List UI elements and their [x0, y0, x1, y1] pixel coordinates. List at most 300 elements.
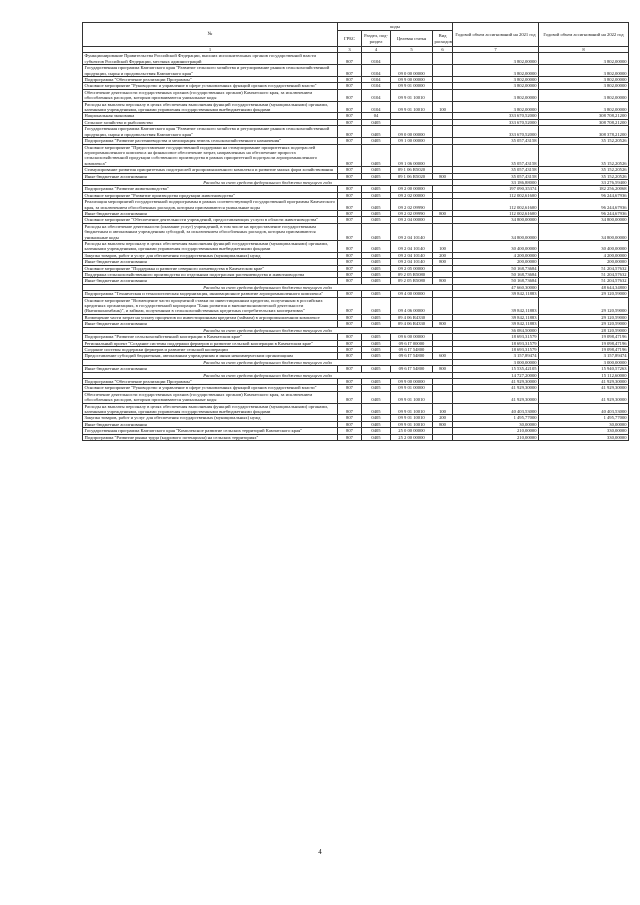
row-section: 0405: [362, 186, 391, 192]
row-vol2021: 30 400,00000: [453, 241, 539, 253]
note-label: Расходы за счет средств федерального бюджета текущего года: [83, 284, 453, 290]
row-target: 09 2 02 09990: [391, 210, 433, 216]
row-grbs: 807: [338, 297, 362, 314]
row-grbs: 807: [338, 113, 362, 119]
row-vol2022: 34 800,00000: [539, 223, 629, 240]
row-exp-type: [433, 223, 453, 240]
row-name: Иные бюджетные ассигнования: [83, 421, 338, 427]
row-vol2021: 34 800,00000: [453, 217, 539, 223]
budget-table: [82, 22, 629, 441]
row-section: 0405: [362, 272, 391, 278]
row-name: Основное мероприятие "Поддержка и развитие северного оленеводства в Камчатском крае": [83, 265, 338, 271]
row-target: 09 9 00 00000: [391, 378, 433, 384]
row-section: 0405: [362, 366, 391, 372]
row-vol2022: 308 378,21200: [539, 126, 629, 138]
row-grbs: 807: [338, 265, 362, 271]
row-grbs: 807: [338, 192, 362, 198]
row-section: 0405: [362, 378, 391, 384]
row-grbs: 807: [338, 217, 362, 223]
row-target: 09 2 00 00000: [391, 186, 433, 192]
table-row: [83, 403, 629, 415]
table-body: [83, 53, 629, 441]
row-vol2021: 3 802,00000: [453, 101, 539, 113]
header-exp-type: Вид расходов: [433, 31, 453, 47]
row-vol2021: 39 842,11883: [453, 314, 539, 320]
row-name: Государственная программа Камчатского края "Комплексное развитие сельских территорий Камчатского края": [83, 428, 338, 434]
header-vol2021: Годовой объем ассигнований на 2021 год: [453, 23, 539, 47]
row-section: 0405: [362, 321, 391, 327]
row-vol2021: 112 002,61600: [453, 192, 539, 198]
row-grbs: 807: [338, 334, 362, 340]
note-label: Расходы за счет средств федерального бюджета текущего года: [83, 179, 453, 185]
document-page: [82, 22, 628, 441]
row-grbs: 807: [338, 366, 362, 372]
column-number: 4: [362, 47, 391, 53]
row-exp-type: 800: [433, 210, 453, 216]
row-name: Иные бюджетные ассигнования: [83, 321, 338, 327]
row-grbs: 807: [338, 138, 362, 144]
row-vol2022: 41 929,30000: [539, 378, 629, 384]
row-name: Подпрограмма "Техническая и технологическая модернизация, инновационное развитие агропромышленного комплекса": [83, 291, 338, 297]
row-name: Подпрограмма "Развитие животноводства": [83, 186, 338, 192]
row-name: Расходы на выплаты персоналу в целях обеспечения выполнения функций государственными (муниципальными) органами, казенными учреждениями, органами управления государственными внебюджетными фондами: [83, 241, 338, 253]
row-target: 09 2 04 10140: [391, 252, 433, 258]
row-target: 09 9 01 10010: [391, 391, 433, 403]
column-number: 3: [338, 47, 362, 53]
row-exp-type: 100: [433, 403, 453, 415]
row-vol2021: 40 403,53000: [453, 403, 539, 415]
row-name: Иные бюджетные ассигнования: [83, 366, 338, 372]
row-target: 09 9 01 10010: [391, 403, 433, 415]
row-name: Основное мероприятие "Возмещение части процентной ставки по инвестиционным кредитам, полученным в российских кредитных организациях, в государственной корпорации "Банк развития и внешнеэкономической деятельности (Внешэкономбанк)", и займам, полученным в сельскохозяйственных кредитных потребительских кооперативах": [83, 297, 338, 314]
row-vol2022: 3 802,00000: [539, 77, 629, 83]
row-grbs: 807: [338, 415, 362, 421]
row-exp-type: 100: [433, 241, 453, 253]
row-name: Расходы на выплаты персоналу в целях обеспечения выполнения функций государственными (муниципальными) органами, казенными учреждениями, органами управления государственными внебюджетными фондами: [83, 101, 338, 113]
row-grbs: 807: [338, 272, 362, 278]
note-label: Расходы за счет средств федерального бюджета текущего года: [83, 359, 453, 365]
row-vol2022: 19 098,47196: [539, 334, 629, 340]
row-section: 0405: [362, 192, 391, 198]
row-vol2021: 333 670,52000: [453, 113, 539, 119]
row-exp-type: 800: [433, 173, 453, 179]
row-vol2021: 50 168,73684: [453, 272, 539, 278]
header-grbs: ГРБС: [338, 31, 362, 47]
table-row: [83, 391, 629, 403]
row-grbs: 807: [338, 119, 362, 125]
row-vol2022: 41 929,30000: [539, 391, 629, 403]
row-section: 0405: [362, 434, 391, 440]
row-name: Иные бюджетные ассигнования: [83, 278, 338, 284]
row-vol2022: 3 802,00000: [539, 83, 629, 89]
row-vol2021: 3 157,89474: [453, 353, 539, 359]
row-exp-type: [433, 434, 453, 440]
row-vol2022: 3 802,00000: [539, 101, 629, 113]
column-number: 1: [83, 47, 338, 53]
row-section: 0104: [362, 89, 391, 101]
row-vol2022: 96 244,67936: [539, 199, 629, 211]
row-target: 09 9 00 00000: [391, 77, 433, 83]
row-vol2022: 308 708,21200: [539, 119, 629, 125]
row-vol2021: 1 495,77000: [453, 415, 539, 421]
row-grbs: 807: [338, 378, 362, 384]
row-vol2021: 4 200,00000: [453, 252, 539, 258]
row-grbs: 807: [338, 101, 362, 113]
row-name: Возмещение части затрат на уплату процентов по инвестиционным кредитам (займам) в агропромышленном комплексе: [83, 314, 338, 320]
row-target: 09 2 04 00000: [391, 217, 433, 223]
row-vol2022: 3 157,89474: [539, 353, 629, 359]
row-target: 09 2 02 09990: [391, 199, 433, 211]
row-vol2021: 33 186,88000: [453, 179, 539, 185]
row-section: 04: [362, 113, 391, 119]
row-target: 09 2 05 R5080: [391, 272, 433, 278]
row-name: Государственная программа Камчатского края "Развитие сельского хозяйства и регулирование рынков сельскохозяйственной продукции, сырья и продовольствия Камчатского края": [83, 65, 338, 77]
row-section: 0405: [362, 291, 391, 297]
column-number: 8: [539, 47, 629, 53]
row-grbs: 807: [338, 278, 362, 284]
table-row: [83, 297, 629, 314]
row-vol2021: 35 057,43158: [453, 173, 539, 179]
row-grbs: 807: [338, 391, 362, 403]
row-vol2022: 28 120,59000: [539, 327, 629, 333]
row-target: 09 2 05 R5080: [391, 278, 433, 284]
row-target: 25 2 00 00000: [391, 434, 433, 440]
header-name: №: [83, 23, 338, 47]
row-target: 09 9 01 10010: [391, 415, 433, 421]
row-vol2022: 29 120,59000: [539, 297, 629, 314]
row-vol2022: 51 204,57632: [539, 265, 629, 271]
row-vol2022: 1 495,77000: [539, 415, 629, 421]
row-vol2021: 210,00000: [453, 428, 539, 434]
row-target: 25 0 00 00000: [391, 428, 433, 434]
row-grbs: 807: [338, 173, 362, 179]
row-name: Подпрограмма "Развитие растениеводства и мелиорация земель сельскохозяйственного назначения": [83, 138, 338, 144]
row-name: Подпрограмма "Развитие рынка труда (кадрового потенциала) на сельских территориях": [83, 434, 338, 440]
table-row: [83, 223, 629, 240]
row-vol2022: 200,00000: [539, 259, 629, 265]
row-grbs: 807: [338, 421, 362, 427]
row-name: Создание системы поддержки фермеров и развитие сельской кооперации: [83, 346, 338, 352]
row-vol2021: 197 090,35374: [453, 186, 539, 192]
row-grbs: 807: [338, 186, 362, 192]
row-vol2022: 3 802,00000: [539, 65, 629, 77]
row-grbs: 807: [338, 65, 362, 77]
row-name: Подпрограмма "Обеспечение реализации Программы": [83, 77, 338, 83]
row-vol2021: 36 084,50000: [453, 327, 539, 333]
row-grbs: 807: [338, 223, 362, 240]
row-name: Закупка товаров, работ и услуг для обеспечения государственных (муниципальных) нужд: [83, 415, 338, 421]
page-number: 4: [318, 848, 322, 856]
row-name: Государственная программа Камчатского края "Развитие сельского хозяйства и регулирование рынков сельскохозяйственной продукции, сырья и продовольствия Камчатского края": [83, 126, 338, 138]
row-vol2022: 29 120,59000: [539, 321, 629, 327]
row-exp-type: 600: [433, 353, 453, 359]
table-row: [83, 241, 629, 253]
row-section: 0104: [362, 101, 391, 113]
row-vol2021: 112 002,61600: [453, 210, 539, 216]
note-label: Расходы за счет средств федерального бюджета текущего года: [83, 372, 453, 378]
row-grbs: 807: [338, 53, 362, 65]
row-section: 0405: [362, 340, 391, 346]
row-vol2022: 182 256,20068: [539, 186, 629, 192]
table-row: [83, 101, 629, 113]
row-name: Функционирование Правительства Российской Федерации, высших исполнительных органов государственной власти субъектов Российской Федерации, местных администраций: [83, 53, 338, 65]
row-section: 0405: [362, 144, 391, 167]
row-vol2022: 29 120,59000: [539, 314, 629, 320]
row-grbs: 807: [338, 259, 362, 265]
table-row: [83, 65, 629, 77]
header-codes: коды: [338, 23, 453, 31]
row-vol2022: 96 244,67936: [539, 192, 629, 198]
row-name: Предоставление субсидий бюджетным, автономным учреждениям и иным некоммерческим организациям: [83, 353, 338, 359]
row-name: Подпрограмма "Развитие сельскохозяйственной кооперации в Камчатском крае": [83, 334, 338, 340]
row-exp-type: [433, 65, 453, 77]
row-grbs: 807: [338, 340, 362, 346]
table-header: [83, 23, 629, 53]
row-section: 0405: [362, 119, 391, 125]
row-target: 09 2 02 00000: [391, 192, 433, 198]
header-target: Целевая статья: [391, 31, 433, 47]
row-exp-type: [433, 53, 453, 65]
row-vol2021: 41 929,30000: [453, 378, 539, 384]
row-target: 09 4 06 R4330: [391, 314, 433, 320]
row-vol2021: 333 670,52000: [453, 119, 539, 125]
row-vol2022: 330,00000: [539, 434, 629, 440]
row-section: 0405: [362, 403, 391, 415]
row-vol2021: 112 002,61600: [453, 199, 539, 211]
row-target: [391, 53, 433, 65]
row-vol2021: 3 000,00000: [453, 359, 539, 365]
row-vol2022: 19 098,47196: [539, 340, 629, 346]
row-grbs: 807: [338, 385, 362, 391]
row-target: 09 6 I7 54800: [391, 366, 433, 372]
row-vol2021: 14 727,20000: [453, 372, 539, 378]
row-section: 0405: [362, 167, 391, 173]
row-target: 09 9 01 10010: [391, 101, 433, 113]
row-name: Обеспечение деятельности государственных органов (государственных органов) Камчатского края, за исключением обособленных расходов, которым присваиваются уникальные коды: [83, 89, 338, 101]
row-grbs: 807: [338, 77, 362, 83]
row-section: 0104: [362, 53, 391, 65]
row-vol2022: 33 276,59400: [539, 179, 629, 185]
header-vol2022: Годовой объем ассигнований на 2022 год: [539, 23, 629, 47]
row-name: Основное мероприятие "Предоставление государственной поддержки на стимулирование приоритетных подотраслей агропромышленного комплекса на финансовое обеспечение затрат, направленных на обеспечение прироста сельскохозяйственной продукции собственного производства в рамках приоритетной подотрасли агропромышленного комплекса": [83, 144, 338, 167]
row-vol2022: 3 802,00000: [539, 89, 629, 101]
row-vol2021: 3 802,00000: [453, 83, 539, 89]
row-vol2022: 15 112,60000: [539, 372, 629, 378]
row-section: 0405: [362, 385, 391, 391]
row-name: Обеспечение деятельности государственных органов (государственных органов) Камчатского края, за исключением обособленных расходов, которым присваиваются уникальные коды: [83, 391, 338, 403]
row-grbs: 807: [338, 241, 362, 253]
table-row: [83, 89, 629, 101]
row-name: Сельское хозяйство и рыболовство: [83, 119, 338, 125]
table-row: [83, 126, 629, 138]
row-name: Иные бюджетные ассигнования: [83, 210, 338, 216]
row-vol2021: 18 693,31579: [453, 340, 539, 346]
row-name: Национальная экономика: [83, 113, 338, 119]
row-section: 0104: [362, 77, 391, 83]
row-grbs: 807: [338, 126, 362, 138]
row-vol2022: 3 802,00000: [539, 53, 629, 65]
row-vol2021: 39 842,11883: [453, 291, 539, 297]
row-section: 0405: [362, 391, 391, 403]
row-target: 09 1 06 00000: [391, 144, 433, 167]
row-vol2021: 35 057,43158: [453, 144, 539, 167]
row-vol2021: 15 535,42105: [453, 366, 539, 372]
row-target: 09 0 00 00000: [391, 65, 433, 77]
row-name: Основное мероприятие "Развитие производства продукции животноводства": [83, 192, 338, 198]
column-number: 6: [433, 47, 453, 53]
row-section: 0405: [362, 346, 391, 352]
row-vol2022: 308 708,21200: [539, 113, 629, 119]
table-row: [83, 53, 629, 65]
row-exp-type: [433, 126, 453, 138]
row-section: 0405: [362, 126, 391, 138]
row-section: 0104: [362, 83, 391, 89]
row-exp-type: 800: [433, 421, 453, 427]
row-section: 0405: [362, 210, 391, 216]
row-target: 09 2 04 10140: [391, 259, 433, 265]
row-exp-type: 200: [433, 415, 453, 421]
table-row: [83, 199, 629, 211]
row-section: 0405: [362, 415, 391, 421]
table-row: [83, 434, 629, 440]
row-grbs: 807: [338, 353, 362, 359]
row-section: 0405: [362, 173, 391, 179]
row-vol2021: 39 842,11883: [453, 297, 539, 314]
row-vol2022: 41 929,30000: [539, 385, 629, 391]
row-target: 09 2 05 00000: [391, 265, 433, 271]
row-vol2021: 200,00000: [453, 259, 539, 265]
row-section: 0405: [362, 353, 391, 359]
row-name: Стимулирование развития приоритетных подотраслей агропромышленного комплекса и развитие малых форм хозяйствования: [83, 167, 338, 173]
row-name: Иные бюджетные ассигнования: [83, 259, 338, 265]
row-target: 09 6 I7 54800: [391, 346, 433, 352]
row-vol2021: 41 929,30000: [453, 385, 539, 391]
row-grbs: 807: [338, 403, 362, 415]
row-grbs: 807: [338, 252, 362, 258]
header-section: Раздел, под-раздел: [362, 31, 391, 47]
row-exp-type: 800: [433, 366, 453, 372]
row-grbs: 807: [338, 321, 362, 327]
row-target: 09 6 I7 54800: [391, 353, 433, 359]
row-section: 0405: [362, 252, 391, 258]
row-section: 0405: [362, 223, 391, 240]
row-name: Основное мероприятие "Обеспечение деятельности учреждений, предоставляющих услуги в области животноводства": [83, 217, 338, 223]
row-vol2022: 330,00000: [539, 428, 629, 434]
row-grbs: 807: [338, 428, 362, 434]
row-vol2021: 35 057,43158: [453, 167, 539, 173]
row-vol2021: 50 168,73684: [453, 265, 539, 271]
row-grbs: 807: [338, 199, 362, 211]
row-target: 09 1 06 R5020: [391, 167, 433, 173]
row-exp-type: 200: [433, 252, 453, 258]
column-number: 5: [391, 47, 433, 53]
row-section: 0405: [362, 265, 391, 271]
row-section: 0405: [362, 297, 391, 314]
row-vol2022: 35 152,20526: [539, 167, 629, 173]
row-vol2022: 19 098,47196: [539, 346, 629, 352]
row-vol2021: 18 693,31579: [453, 334, 539, 340]
row-target: 09 6 00 00000: [391, 334, 433, 340]
row-grbs: 807: [338, 89, 362, 101]
row-name: Подпрограмма "Обеспечение реализации Программы": [83, 378, 338, 384]
row-section: 0104: [362, 65, 391, 77]
row-vol2021: 50 168,73684: [453, 278, 539, 284]
row-vol2022: 35 152,20526: [539, 144, 629, 167]
row-exp-type: [433, 391, 453, 403]
row-target: 09 9 01 10010: [391, 89, 433, 101]
row-vol2021: 3 802,00000: [453, 53, 539, 65]
table-row: [83, 144, 629, 167]
row-name: Поддержка сельскохозяйственного производства по отдельным подотраслям растениеводства и животноводства: [83, 272, 338, 278]
row-vol2021: 30,00000: [453, 421, 539, 427]
row-vol2022: 34 800,00000: [539, 217, 629, 223]
row-vol2022: 29 120,59000: [539, 291, 629, 297]
row-name: Региональный проект "Создание системы поддержки фермеров и развитие сельской кооперации в Камчатском крае": [83, 340, 338, 346]
row-grbs: 807: [338, 346, 362, 352]
row-exp-type: [433, 144, 453, 167]
row-section: 0405: [362, 421, 391, 427]
column-number: 7: [453, 47, 539, 53]
row-vol2021: 34 800,00000: [453, 223, 539, 240]
row-target: 09 9 01 00000: [391, 385, 433, 391]
row-exp-type: 100: [433, 101, 453, 113]
row-vol2022: 96 244,67936: [539, 210, 629, 216]
row-exp-type: [433, 89, 453, 101]
row-vol2022: 51 204,57632: [539, 272, 629, 278]
row-grbs: 807: [338, 167, 362, 173]
row-target: 09 2 04 10140: [391, 223, 433, 240]
row-target: 09 9 01 00000: [391, 83, 433, 89]
row-vol2022: 35 152,20526: [539, 173, 629, 179]
row-vol2021: 3 802,00000: [453, 89, 539, 101]
row-section: 0405: [362, 334, 391, 340]
row-section: 0405: [362, 138, 391, 144]
row-exp-type: 800: [433, 321, 453, 327]
row-grbs: 807: [338, 210, 362, 216]
row-vol2022: 30,00000: [539, 421, 629, 427]
row-name: Расходы на обеспечение деятельности (оказание услуг) учреждений, в том числе на предоставление государственным бюджетным и автономным учреждениям субсидий, за исключением обособленных расходов, которым присваиваются уникальные коды: [83, 223, 338, 240]
row-vol2021: 41 929,30000: [453, 391, 539, 403]
row-vol2022: 3 000,00000: [539, 359, 629, 365]
row-grbs: 807: [338, 314, 362, 320]
row-exp-type: [433, 199, 453, 211]
row-name: Иные бюджетные ассигнования: [83, 173, 338, 179]
row-target: 09 9 01 10010: [391, 421, 433, 427]
row-vol2022: 4 200,00000: [539, 252, 629, 258]
row-vol2021: 3 802,00000: [453, 65, 539, 77]
row-grbs: 807: [338, 144, 362, 167]
row-name: Основное мероприятие "Руководство и управление в сфере установленных функций органов государственной власти": [83, 83, 338, 89]
row-name: Реализация мероприятий государственной подпрограммы в рамках соответствующей государственной программы Камчатского края, за исключением обособленных расходов, которым присваиваются уникальные коды: [83, 199, 338, 211]
row-target: 09 2 04 10140: [391, 241, 433, 253]
row-section: 0405: [362, 241, 391, 253]
row-exp-type: 800: [433, 278, 453, 284]
row-target: 09 0 00 00000: [391, 126, 433, 138]
row-target: 09 4 06 R4330: [391, 321, 433, 327]
row-vol2021: 3 802,00000: [453, 77, 539, 83]
row-target: 09 6 I7 00000: [391, 340, 433, 346]
row-target: 09 4 00 00000: [391, 291, 433, 297]
row-vol2021: 333 670,52000: [453, 126, 539, 138]
row-target: 09 1 00 00000: [391, 138, 433, 144]
row-name: Закупка товаров, работ и услуг для обеспечения государственных (муниципальных) нужд: [83, 252, 338, 258]
row-section: 0405: [362, 428, 391, 434]
row-vol2021: 210,00000: [453, 434, 539, 440]
row-grbs: 807: [338, 83, 362, 89]
row-section: 0405: [362, 314, 391, 320]
row-vol2022: 40 403,53000: [539, 403, 629, 415]
row-name: Основное мероприятие "Руководство и управление в сфере установленных функций органов государственной власти": [83, 385, 338, 391]
